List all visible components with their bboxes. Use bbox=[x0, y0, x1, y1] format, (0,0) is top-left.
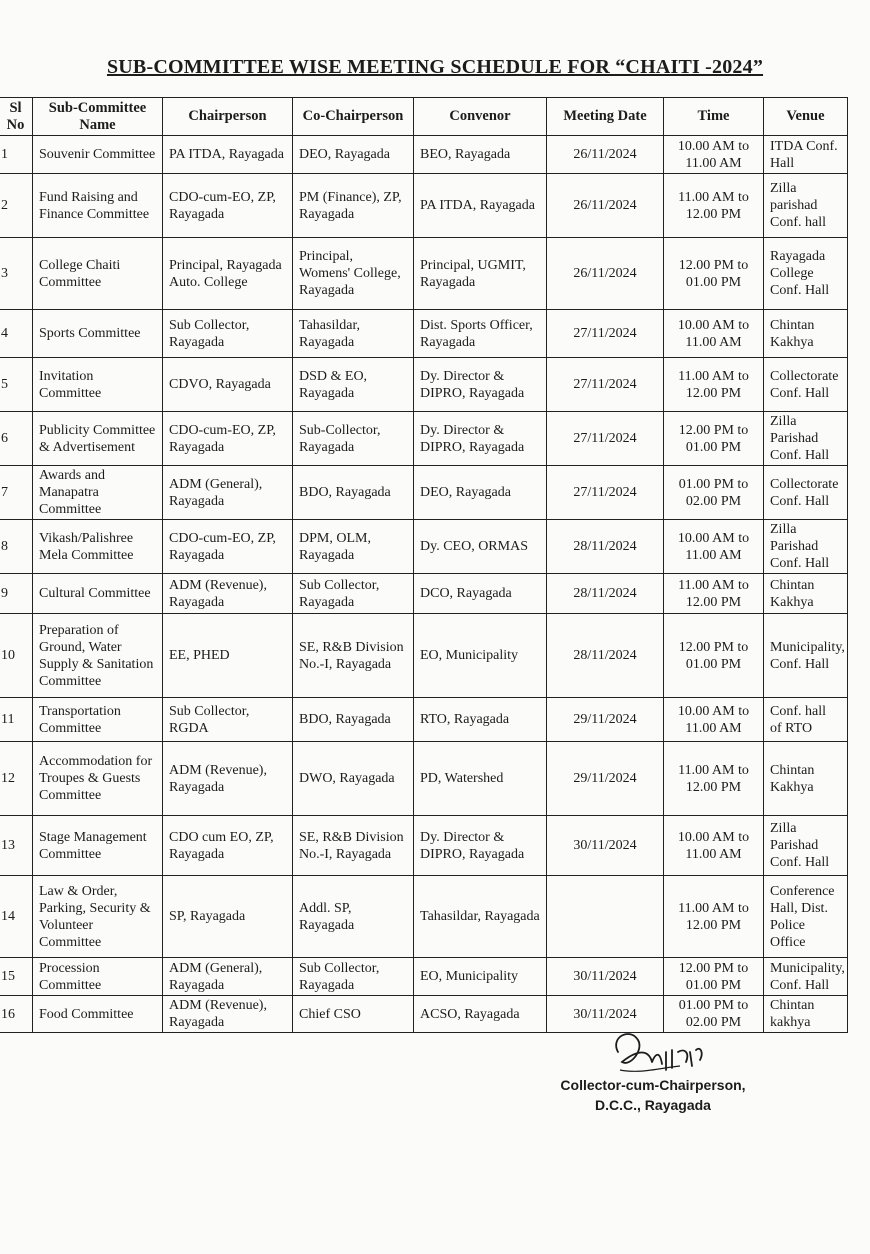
cell-chairperson: SP, Rayagada bbox=[163, 876, 293, 958]
cell-venue: Zilla Parishad Conf. Hall bbox=[764, 412, 848, 466]
cell-meeting-date: 29/11/2024 bbox=[547, 698, 664, 742]
table-row bbox=[0, 958, 848, 996]
cell-co-chairperson: Sub Collector, Rayagada bbox=[293, 958, 414, 996]
cell-sl-no: 2 bbox=[0, 174, 33, 238]
cell-meeting-date: 28/11/2024 bbox=[547, 574, 664, 614]
cell-venue: Zilla Parishad Conf. Hall bbox=[764, 816, 848, 876]
cell-co-chairperson: BDO, Rayagada bbox=[293, 698, 414, 742]
cell-chairperson: CDO-cum-EO, ZP, Rayagada bbox=[163, 174, 293, 238]
cell-sub-committee-name: Fund Raising and Finance Committee bbox=[33, 174, 163, 238]
cell-convenor: Dist. Sports Officer, Rayagada bbox=[414, 310, 547, 358]
cell-sl-no: 15 bbox=[0, 958, 33, 996]
cell-chairperson: ADM (Revenue), Rayagada bbox=[163, 574, 293, 614]
cell-sl-no: 11 bbox=[0, 698, 33, 742]
cell-sl-no: 5 bbox=[0, 358, 33, 412]
cell-co-chairperson: Sub-Collector, Rayagada bbox=[293, 412, 414, 466]
cell-sub-committee-name: College Chaiti Committee bbox=[33, 238, 163, 310]
cell-time: 11.00 AM to 12.00 PM bbox=[664, 174, 764, 238]
cell-sub-committee-name: Food Committee bbox=[33, 996, 163, 1033]
cell-meeting-date: 26/11/2024 bbox=[547, 238, 664, 310]
cell-sl-no: 3 bbox=[0, 238, 33, 310]
cell-venue: Chintan Kakhya bbox=[764, 310, 848, 358]
cell-venue: Chintan Kakhya bbox=[764, 742, 848, 816]
cell-co-chairperson: DPM, OLM, Rayagada bbox=[293, 520, 414, 574]
header-sl-no: Sl No bbox=[0, 98, 33, 136]
cell-sub-committee-name: Accommodation for Troupes & Guests Committee bbox=[33, 742, 163, 816]
cell-chairperson: EE, PHED bbox=[163, 614, 293, 698]
cell-sub-committee-name: Preparation of Ground, Water Supply & Sanitation Committee bbox=[33, 614, 163, 698]
cell-co-chairperson: Tahasildar, Rayagada bbox=[293, 310, 414, 358]
cell-time: 10.00 AM to 11.00 AM bbox=[664, 136, 764, 174]
cell-time: 12.00 PM to 01.00 PM bbox=[664, 412, 764, 466]
cell-venue: Rayagada College Conf. Hall bbox=[764, 238, 848, 310]
cell-chairperson: ADM (Revenue), Rayagada bbox=[163, 742, 293, 816]
header-chairperson: Chairperson bbox=[163, 98, 293, 136]
cell-convenor: Dy. CEO, ORMAS bbox=[414, 520, 547, 574]
cell-meeting-date: 27/11/2024 bbox=[547, 466, 664, 520]
cell-co-chairperson: PM (Finance), ZP, Rayagada bbox=[293, 174, 414, 238]
cell-sub-committee-name: Souvenir Committee bbox=[33, 136, 163, 174]
cell-time: 11.00 AM to 12.00 PM bbox=[664, 876, 764, 958]
cell-chairperson: ADM (General), Rayagada bbox=[163, 466, 293, 520]
cell-venue: Chintan kakhya bbox=[764, 996, 848, 1033]
cell-time: 11.00 AM to 12.00 PM bbox=[664, 742, 764, 816]
cell-meeting-date: 26/11/2024 bbox=[547, 174, 664, 238]
cell-venue: ITDA Conf. Hall bbox=[764, 136, 848, 174]
cell-time: 10.00 AM to 11.00 AM bbox=[664, 310, 764, 358]
table-row bbox=[0, 520, 848, 574]
cell-time: 12.00 PM to 01.00 PM bbox=[664, 958, 764, 996]
cell-convenor: PA ITDA, Rayagada bbox=[414, 174, 547, 238]
signature-line-2: D.C.C., Rayagada bbox=[595, 1097, 711, 1113]
cell-venue: Conference Hall, Dist. Police Office bbox=[764, 876, 848, 958]
header-time: Time bbox=[664, 98, 764, 136]
cell-time: 10.00 AM to 11.00 AM bbox=[664, 816, 764, 876]
cell-chairperson: ADM (General), Rayagada bbox=[163, 958, 293, 996]
cell-sub-committee-name: Stage Management Committee bbox=[33, 816, 163, 876]
header-co-chairperson: Co-Chairperson bbox=[293, 98, 414, 136]
cell-sl-no: 6 bbox=[0, 412, 33, 466]
cell-sub-committee-name: Invitation Committee bbox=[33, 358, 163, 412]
table-header-row bbox=[0, 98, 848, 136]
table-row bbox=[0, 310, 848, 358]
header-convenor: Convenor bbox=[414, 98, 547, 136]
cell-convenor: Dy. Director & DIPRO, Rayagada bbox=[414, 816, 547, 876]
cell-co-chairperson: BDO, Rayagada bbox=[293, 466, 414, 520]
cell-convenor: DCO, Rayagada bbox=[414, 574, 547, 614]
header-sub-committee-name: Sub-Committee Name bbox=[33, 98, 163, 136]
cell-meeting-date: 30/11/2024 bbox=[547, 996, 664, 1033]
cell-meeting-date: 28/11/2024 bbox=[547, 614, 664, 698]
cell-chairperson: CDO cum EO, ZP, Rayagada bbox=[163, 816, 293, 876]
cell-chairperson: CDO-cum-EO, ZP, Rayagada bbox=[163, 412, 293, 466]
cell-time: 01.00 PM to 02.00 PM bbox=[664, 996, 764, 1033]
cell-co-chairperson: SE, R&B Division No.-I, Rayagada bbox=[293, 816, 414, 876]
cell-venue: Zilla parishad Conf. hall bbox=[764, 174, 848, 238]
table-row bbox=[0, 174, 848, 238]
cell-meeting-date: 28/11/2024 bbox=[547, 520, 664, 574]
cell-meeting-date: 30/11/2024 bbox=[547, 958, 664, 996]
cell-chairperson: CDVO, Rayagada bbox=[163, 358, 293, 412]
header-meeting-date: Meeting Date bbox=[547, 98, 664, 136]
cell-sl-no: 14 bbox=[0, 876, 33, 958]
cell-sub-committee-name: Transportation Committee bbox=[33, 698, 163, 742]
cell-convenor: RTO, Rayagada bbox=[414, 698, 547, 742]
cell-chairperson: CDO-cum-EO, ZP, Rayagada bbox=[163, 520, 293, 574]
cell-sl-no: 16 bbox=[0, 996, 33, 1033]
table-row bbox=[0, 698, 848, 742]
cell-sl-no: 8 bbox=[0, 520, 33, 574]
cell-time: 11.00 AM to 12.00 PM bbox=[664, 358, 764, 412]
cell-chairperson: Sub Collector, RGDA bbox=[163, 698, 293, 742]
signature-line-1: Collector-cum-Chairperson, bbox=[560, 1077, 746, 1093]
cell-convenor: EO, Municipality bbox=[414, 614, 547, 698]
cell-convenor: DEO, Rayagada bbox=[414, 466, 547, 520]
cell-meeting-date: 27/11/2024 bbox=[547, 358, 664, 412]
table-row bbox=[0, 238, 848, 310]
cell-meeting-date: 26/11/2024 bbox=[547, 136, 664, 174]
cell-time: 10.00 AM to 11.00 AM bbox=[664, 520, 764, 574]
cell-sub-committee-name: Awards and Manapatra Committee bbox=[33, 466, 163, 520]
cell-time: 01.00 PM to 02.00 PM bbox=[664, 466, 764, 520]
cell-chairperson: Principal, Rayagada Auto. College bbox=[163, 238, 293, 310]
table-row bbox=[0, 996, 848, 1033]
cell-venue: Collectorate Conf. Hall bbox=[764, 358, 848, 412]
cell-time: 11.00 AM to 12.00 PM bbox=[664, 574, 764, 614]
cell-convenor: EO, Municipality bbox=[414, 958, 547, 996]
cell-co-chairperson: Chief CSO bbox=[293, 996, 414, 1033]
cell-venue: Conf. hall of RTO bbox=[764, 698, 848, 742]
header-venue: Venue bbox=[764, 98, 848, 136]
cell-co-chairperson: DEO, Rayagada bbox=[293, 136, 414, 174]
table-body bbox=[0, 136, 848, 1033]
cell-meeting-date bbox=[547, 876, 664, 958]
document-title: SUB-COMMITTEE WISE MEETING SCHEDULE FOR “CHAITI -2024” bbox=[106, 56, 764, 78]
cell-sub-committee-name: Publicity Committee & Advertisement bbox=[33, 412, 163, 466]
table-row bbox=[0, 358, 848, 412]
table-row bbox=[0, 574, 848, 614]
cell-sub-committee-name: Cultural Committee bbox=[33, 574, 163, 614]
cell-convenor: Tahasildar, Rayagada bbox=[414, 876, 547, 958]
cell-co-chairperson: DSD & EO, Rayagada bbox=[293, 358, 414, 412]
table-row bbox=[0, 876, 848, 958]
cell-chairperson: PA ITDA, Rayagada bbox=[163, 136, 293, 174]
cell-meeting-date: 30/11/2024 bbox=[547, 816, 664, 876]
cell-sl-no: 13 bbox=[0, 816, 33, 876]
cell-sl-no: 7 bbox=[0, 466, 33, 520]
table-row bbox=[0, 412, 848, 466]
cell-time: 12.00 PM to 01.00 PM bbox=[664, 614, 764, 698]
cell-sl-no: 12 bbox=[0, 742, 33, 816]
cell-co-chairperson: Addl. SP, Rayagada bbox=[293, 876, 414, 958]
cell-co-chairperson: SE, R&B Division No.-I, Rayagada bbox=[293, 614, 414, 698]
cell-convenor: ACSO, Rayagada bbox=[414, 996, 547, 1033]
cell-sl-no: 4 bbox=[0, 310, 33, 358]
cell-venue: Municipality, Conf. Hall bbox=[764, 958, 848, 996]
cell-sub-committee-name: Law & Order, Parking, Security & Volunteer Committee bbox=[33, 876, 163, 958]
cell-convenor: Principal, UGMIT, Rayagada bbox=[414, 238, 547, 310]
table-row bbox=[0, 136, 848, 174]
table-row bbox=[0, 466, 848, 520]
cell-chairperson: ADM (Revenue), Rayagada bbox=[163, 996, 293, 1033]
table-row bbox=[0, 816, 848, 876]
cell-sub-committee-name: Vikash/Palishree Mela Committee bbox=[33, 520, 163, 574]
cell-venue: Municipality, Conf. Hall bbox=[764, 614, 848, 698]
cell-convenor: Dy. Director & DIPRO, Rayagada bbox=[414, 358, 547, 412]
cell-meeting-date: 27/11/2024 bbox=[547, 310, 664, 358]
cell-sub-committee-name: Sports Committee bbox=[33, 310, 163, 358]
cell-sub-committee-name: Procession Committee bbox=[33, 958, 163, 996]
cell-co-chairperson: DWO, Rayagada bbox=[293, 742, 414, 816]
cell-co-chairperson: Sub Collector, Rayagada bbox=[293, 574, 414, 614]
schedule-table bbox=[0, 97, 848, 1033]
cell-venue: Zilla Parishad Conf. Hall bbox=[764, 520, 848, 574]
cell-meeting-date: 27/11/2024 bbox=[547, 412, 664, 466]
cell-time: 10.00 AM to 11.00 AM bbox=[664, 698, 764, 742]
cell-venue: Collectorate Conf. Hall bbox=[764, 466, 848, 520]
cell-convenor: PD, Watershed bbox=[414, 742, 547, 816]
cell-chairperson: Sub Collector, Rayagada bbox=[163, 310, 293, 358]
cell-sl-no: 10 bbox=[0, 614, 33, 698]
cell-venue: Chintan Kakhya bbox=[764, 574, 848, 614]
cell-convenor: BEO, Rayagada bbox=[414, 136, 547, 174]
cell-convenor: Dy. Director & DIPRO, Rayagada bbox=[414, 412, 547, 466]
cell-sl-no: 1 bbox=[0, 136, 33, 174]
table-row bbox=[0, 742, 848, 816]
signature-block bbox=[548, 1075, 758, 1115]
cell-sl-no: 9 bbox=[0, 574, 33, 614]
cell-time: 12.00 PM to 01.00 PM bbox=[664, 238, 764, 310]
cell-co-chairperson: Principal, Womens' College, Rayagada bbox=[293, 238, 414, 310]
table-row bbox=[0, 614, 848, 698]
cell-meeting-date: 29/11/2024 bbox=[547, 742, 664, 816]
